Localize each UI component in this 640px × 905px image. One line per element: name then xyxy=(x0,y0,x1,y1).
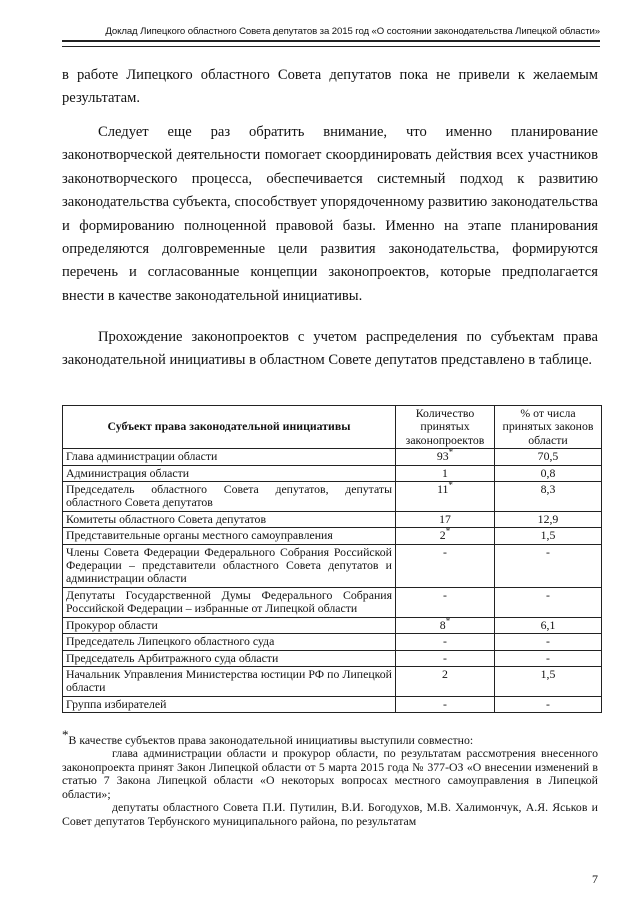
paragraph-continuation: в работе Липецкого областного Совета депутатов пока не привели к желаемым результатам. xyxy=(62,67,598,107)
header-count: Количество принятых законопроектов xyxy=(396,406,495,449)
cell-subject: Прокурор области xyxy=(63,617,396,633)
cell-count xyxy=(396,544,495,587)
count-value: - xyxy=(443,634,447,649)
footnote-paragraph: депутаты областного Совета П.И. Путилин, В.И. Богодухов, М.В. Халимончук, А.Я. Яськов и Совет депутатов Тербунского муниципального района, по результатам xyxy=(62,800,598,828)
count-value: - xyxy=(443,587,447,602)
cell-percent: - xyxy=(495,544,602,587)
header-subject: Субъект права законодательной инициативы xyxy=(63,406,396,449)
footnote xyxy=(62,728,598,828)
table-row xyxy=(63,482,602,512)
count-value: 2 xyxy=(439,528,446,543)
count-value: - xyxy=(443,650,447,665)
count-value: 93 xyxy=(436,449,449,464)
count-value: 2 xyxy=(442,666,448,681)
cell-percent: - xyxy=(495,587,602,617)
footnote-star: * xyxy=(445,615,451,626)
cell-count xyxy=(396,465,495,481)
cell-subject: Начальник Управления Министерства юстиции РФ по Липецкой области xyxy=(63,666,396,696)
footnote-star: * xyxy=(448,447,454,458)
initiative-distribution-table xyxy=(62,405,602,713)
table-row xyxy=(63,650,602,666)
count-value: 17 xyxy=(439,511,451,526)
footnote-intro-line xyxy=(62,728,598,747)
cell-subject: Председатель областного Совета депутатов, депутаты областного Совета депутатов xyxy=(63,482,396,512)
paragraph-planning: Следует еще раз обратить внимание, что именно планирование законотворческой деятельности помогает скоординировать действия всех участников законотворческого процесса, обеспечивается системный подход к развитию законодательства субъекта, способствует упорядоченному развитию законодательства и формированию полноценной правовой базы. Именно на этапе планирования определяются долговременные цели развития законодательства, формируются перечень и согласованные концепции законопроектов, которые предполагается внести в качестве законодательной инициативы. xyxy=(62,124,598,304)
running-header: Доклад Липецкого областного Совета депутатов за 2015 год «О состоянии законодательства Липецкой области» xyxy=(105,26,600,37)
table-body xyxy=(63,449,602,713)
cell-subject: Председатель Арбитражного суда области xyxy=(63,650,396,666)
cell-count xyxy=(396,617,495,633)
count-value: 11 xyxy=(437,482,449,497)
cell-percent: 0,8 xyxy=(495,465,602,481)
table-row xyxy=(63,449,602,465)
footnote-intro: В качестве субъектов права законодательной инициативы выступили совместно: xyxy=(68,732,474,747)
count-value: - xyxy=(443,544,447,559)
table-header-row xyxy=(63,406,602,449)
cell-count xyxy=(396,449,495,465)
cell-percent: 8,3 xyxy=(495,482,602,512)
table-row xyxy=(63,511,602,527)
cell-percent: 1,5 xyxy=(495,666,602,696)
cell-subject: Глава администрации области xyxy=(63,449,396,465)
table-row xyxy=(63,696,602,712)
cell-percent: - xyxy=(495,696,602,712)
count-value: 8 xyxy=(439,617,446,632)
cell-percent: - xyxy=(495,650,602,666)
cell-count xyxy=(396,696,495,712)
table-row xyxy=(63,465,602,481)
cell-subject: Группа избирателей xyxy=(63,696,396,712)
cell-count xyxy=(396,511,495,527)
table-row xyxy=(63,587,602,617)
cell-percent: 12,9 xyxy=(495,511,602,527)
cell-percent: 70,5 xyxy=(495,449,602,465)
cell-count xyxy=(396,482,495,512)
footnote-paragraph: глава администрации области и прокурор области, по результатам рассмотрения внесенного законопроекта принят Закон Липецкой области от 5 марта 2015 года № 377-ОЗ «О внесении изменений в статью 7 Закона Липецкой области «О некоторых вопросах местного самоуправления в Липецкой области»; xyxy=(62,746,598,801)
cell-count xyxy=(396,587,495,617)
cell-percent: 6,1 xyxy=(495,617,602,633)
footnote-marker: * xyxy=(62,727,69,742)
cell-subject: Председатель Липецкого областного суда xyxy=(63,634,396,650)
cell-subject: Депутаты Государственной Думы Федерального Собрания Российской Федерации – избранные от Липецкой области xyxy=(63,587,396,617)
count-value: - xyxy=(443,696,447,711)
table-row xyxy=(63,528,602,544)
cell-count xyxy=(396,666,495,696)
cell-percent: - xyxy=(495,634,602,650)
table-row xyxy=(63,617,602,633)
cell-count xyxy=(396,528,495,544)
page-number: 7 xyxy=(592,872,598,886)
cell-subject: Члены Совета Федерации Федерального Собрания Российской Федерации – представители областного Совета депутатов и администрации области xyxy=(63,544,396,587)
cell-subject: Администрация области xyxy=(63,465,396,481)
header-percent: % от числа принятых законов области xyxy=(495,406,602,449)
cell-subject: Комитеты областного Совета депутатов xyxy=(63,511,396,527)
header-divider xyxy=(62,40,600,47)
footnote-star: * xyxy=(448,480,453,491)
table-row xyxy=(63,666,602,696)
cell-count xyxy=(396,634,495,650)
count-value: 1 xyxy=(442,465,448,480)
table-row xyxy=(63,544,602,587)
cell-count xyxy=(396,650,495,666)
table-row xyxy=(63,634,602,650)
footnote-star: * xyxy=(445,526,451,537)
cell-percent: 1,5 xyxy=(495,528,602,544)
cell-subject: Представительные органы местного самоуправления xyxy=(63,528,396,544)
paragraph-table-intro: Прохождение законопроектов с учетом распределения по субъектам права законодательной инициативы в областном Совете депутатов представлено в таблице. xyxy=(62,329,598,369)
